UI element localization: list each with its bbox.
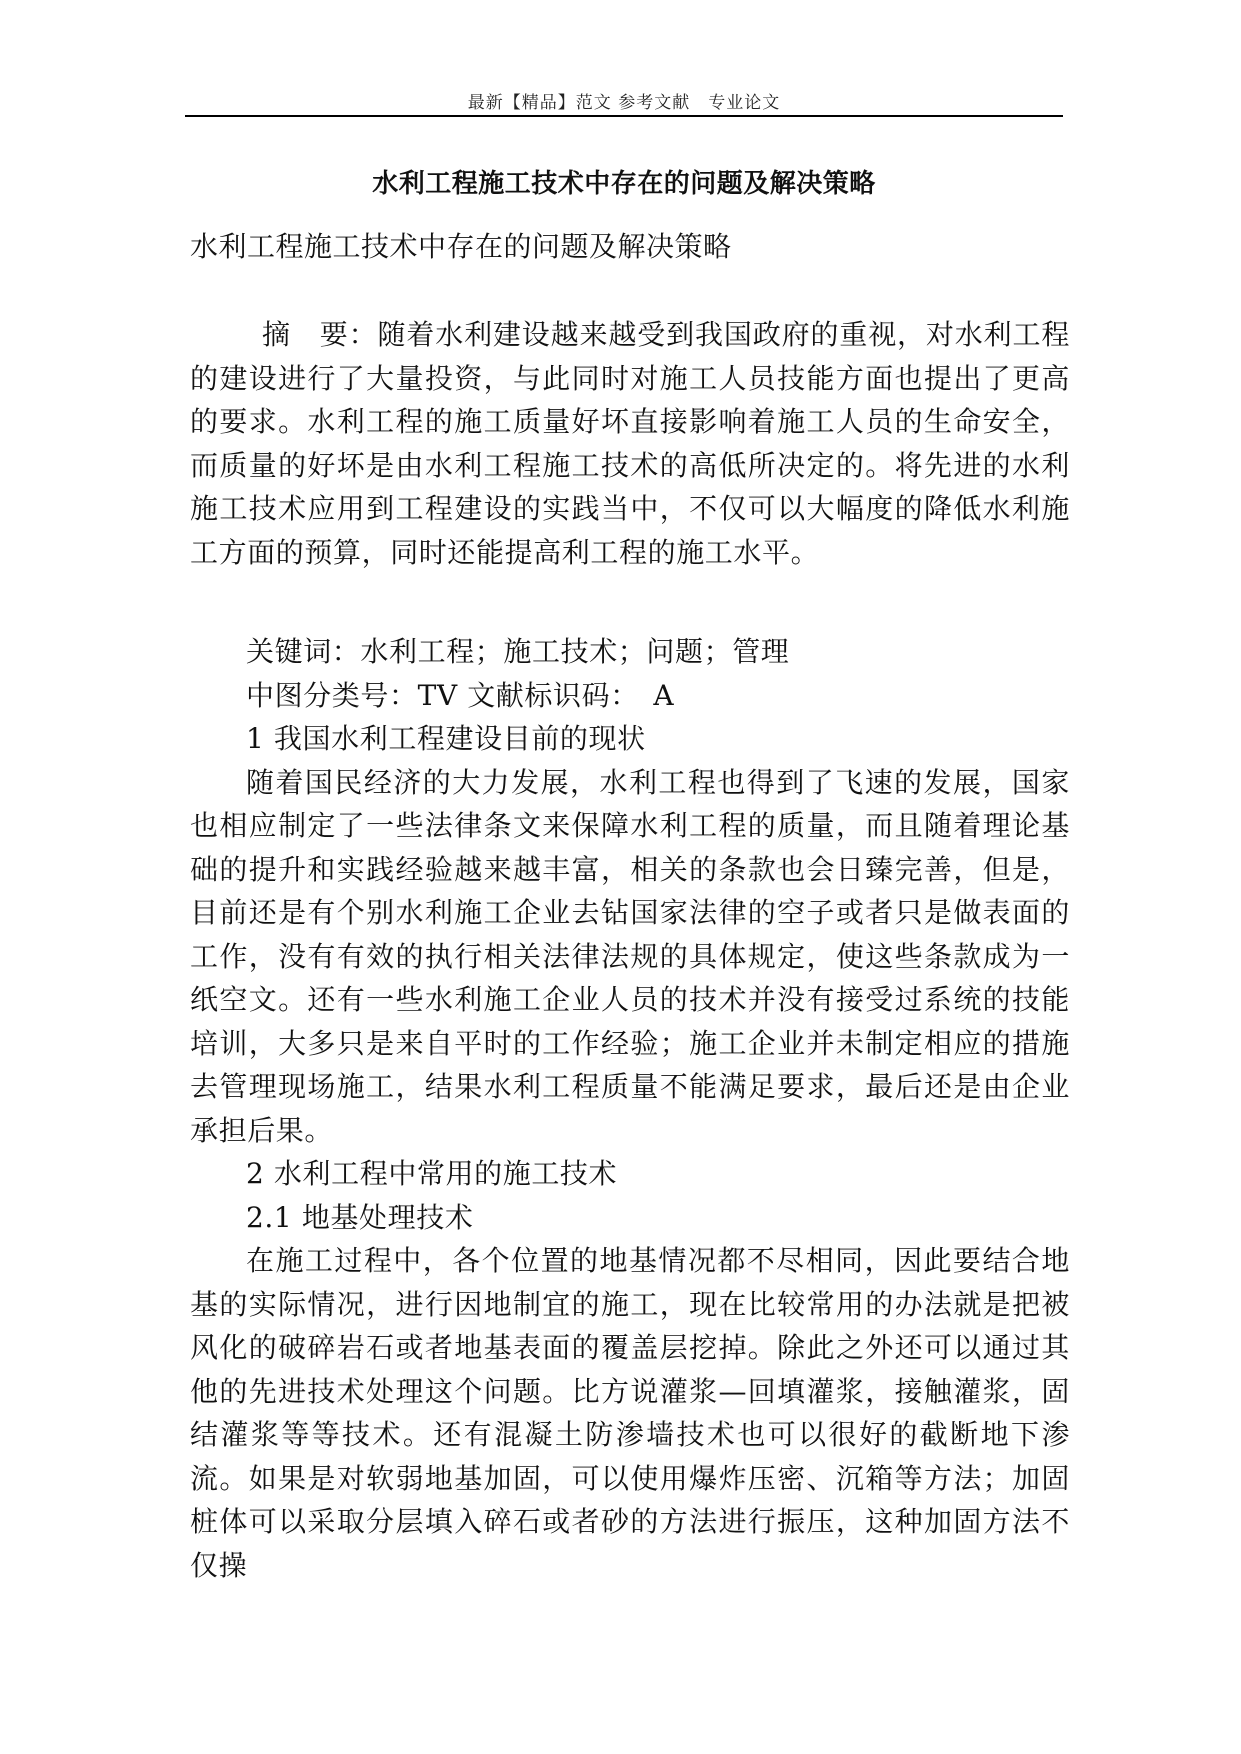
abstract-paragraph: 摘 要：随着水利建设越来越受到我国政府的重视，对水利工程的建设进行了大量投资，与此同时对施工人员技能方面也提出了更高的要求。水利工程的施工质量好坏直接影响着施工人员的生命安全，而质量的好坏是由水利工程施工技术的高低所决定的。将先进的水利施工技术应用到工程建设的实践当中，不仅可以大幅度的降低水利施工方面的预算，同时还能提高利工程的施工水平。 [190, 318, 1070, 569]
section-1-paragraph: 随着国民经济的大力发展，水利工程也得到了飞速的发展，国家也相应制定了一些法律条文来保障水利工程的质量，而且随着理论基础的提升和实践经验越来越丰富，相关的条款也会日臻完善，但是，目前还是有个别水利施工企业去钻国家法律的空子或者只是做表面的工作，没有有效的执行相关法律法规的具体规定，使这些条款成为一纸空文。还有一些水利施工企业人员的技术并没有接受过系统的技能培训，大多只是来自平时的工作经验；施工企业并未制定相应的措施去管理现场施工，结果水利工程质量不能满足要求，最后还是由企业承担后果。 [190, 765, 1070, 1147]
main-body [190, 630, 1070, 1587]
header-divider [185, 115, 1063, 117]
abstract-block [190, 313, 1070, 574]
section-1-heading: 1 我国水利工程建设目前的现状 [246, 722, 646, 755]
keywords-line: 关键词：水利工程；施工技术；问题；管理 [246, 635, 790, 668]
page-header: 最新【精品】范文 参考文献 专业论文 [467, 93, 781, 113]
section-2-1-paragraph: 在施工过程中，各个位置的地基情况都不尽相同，因此要结合地基的实际情况，进行因地制宜的施工，现在比较常用的办法就是把被风化的破碎岩石或者地基表面的覆盖层挖掉。除此之外还可以通过其他的先进技术处理这个问题。比方说灌浆—回填灌浆，接触灌浆，固结灌浆等等技术。还有混凝土防渗墙技术也可以很好的截断地下渗流。如果是对软弱地基加固，可以使用爆炸压密、沉箱等方法；加固桩体可以采取分层填入碎石或者砂的方法进行振压，这种加固方法不仅操 [190, 1244, 1070, 1582]
section-2-heading: 2 水利工程中常用的施工技术 [246, 1157, 618, 1190]
document-title: 水利工程施工技术中存在的问题及解决策略 [372, 169, 876, 199]
document-subtitle: 水利工程施工技术中存在的问题及解决策略 [190, 230, 732, 263]
classification-line: 中图分类号：TV 文献标识码： A [246, 678, 675, 712]
section-2-1-heading: 2.1 地基处理技术 [246, 1200, 474, 1234]
